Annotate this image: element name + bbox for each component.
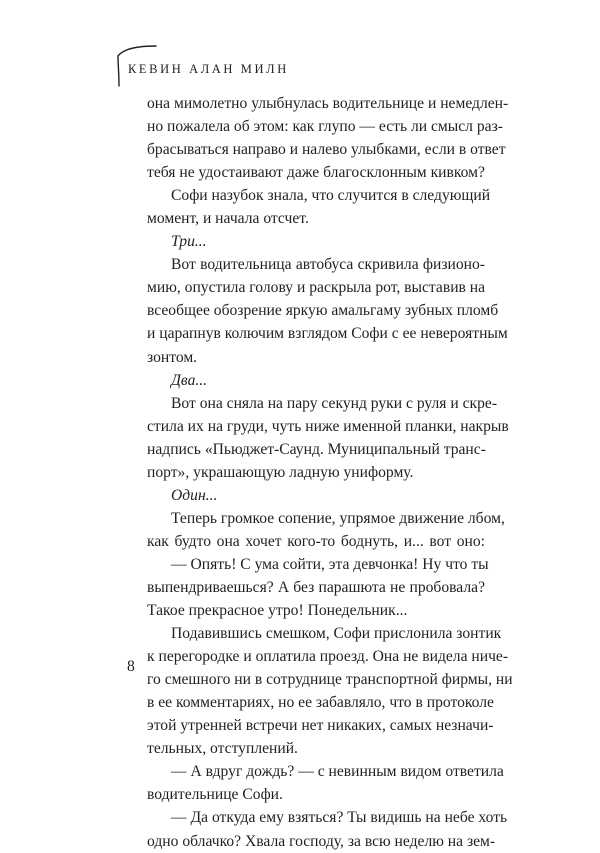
text-line: Софи назубок знала, что случится в следующий bbox=[171, 187, 491, 205]
text-line: к перегородке и оплатила проезд. Она не видела ниче- bbox=[147, 648, 509, 666]
text-line: одно облачко? Хвала господу, за всю неделю на зем- bbox=[147, 832, 496, 850]
text-line: в ее комментариях, но ее забавляло, что в протоколе bbox=[147, 694, 494, 712]
text-line: Вот водительница автобуса скривила физионо- bbox=[171, 256, 485, 274]
text-line: Два... bbox=[171, 371, 208, 389]
text-line: Один... bbox=[171, 486, 218, 504]
text-line: момент, и начала отсчет. bbox=[147, 210, 309, 228]
page-number: 8 bbox=[127, 658, 135, 675]
text-line: выпендриваешься? А без парашюта не пробовала? bbox=[147, 578, 485, 596]
body-text bbox=[147, 92, 513, 853]
text-line: Подавившись смешком, Софи прислонила зонтик bbox=[171, 625, 502, 643]
text-line: — Да откуда ему взяться? Ты видишь на небе хоть bbox=[171, 809, 508, 827]
text-line: как будто она хочет кого-то боднуть, и... вот оно: bbox=[147, 532, 485, 550]
text-line: и царапнув колючим взглядом Софи с ее невероятным bbox=[147, 325, 508, 343]
text-line: Три... bbox=[171, 233, 207, 251]
text-line: водительнице Софи. bbox=[147, 786, 283, 804]
running-head: КЕВИН АЛАН МИЛН bbox=[128, 62, 289, 76]
text-line: но пожалела об этом: как глупо — есть ли смысл раз- bbox=[147, 118, 503, 136]
text-line: Теперь громкое сопение, упрямое движение лбом, bbox=[171, 509, 505, 527]
text-line: тельных, отступлений. bbox=[147, 740, 298, 758]
text-line: — А вдруг дождь? — с невинным видом ответила bbox=[171, 763, 504, 781]
text-line: зонтом. bbox=[147, 348, 198, 366]
text-line: она мимолетно улыбнулась водительнице и немедлен- bbox=[147, 95, 509, 112]
text-line: тебя не удостаивают даже благосклонным кивком? bbox=[147, 164, 485, 182]
text-line: — Опять! С ума сойти, эта девчонка! Ну что ты bbox=[171, 555, 489, 573]
text-line: надпись «Пьюджет-Саунд. Муниципальный транс- bbox=[147, 440, 486, 458]
text-line: мию, опустила голову и раскрыла рот, выставив на bbox=[147, 279, 486, 297]
text-line: Такое прекрасное утро! Понедельник... bbox=[147, 602, 408, 620]
text-line: стила их на груди, чуть ниже именной планки, накрыв bbox=[147, 417, 509, 435]
text-line: всеобщее обозрение яркую амальгаму зубных пломб bbox=[147, 302, 499, 320]
text-line: Вот она сняла на пару секунд руки с руля и скре- bbox=[171, 394, 498, 412]
text-line: го смешного ни в сотруднице транспортной фирмы, ни bbox=[147, 671, 513, 689]
text-line: брасываться направо и налево улыбками, если в ответ bbox=[147, 141, 506, 159]
text-line: этой утренней встречи нет никаких, самых незначи- bbox=[147, 717, 494, 735]
text-line: порт», украшающую ладную униформу. bbox=[147, 463, 414, 481]
